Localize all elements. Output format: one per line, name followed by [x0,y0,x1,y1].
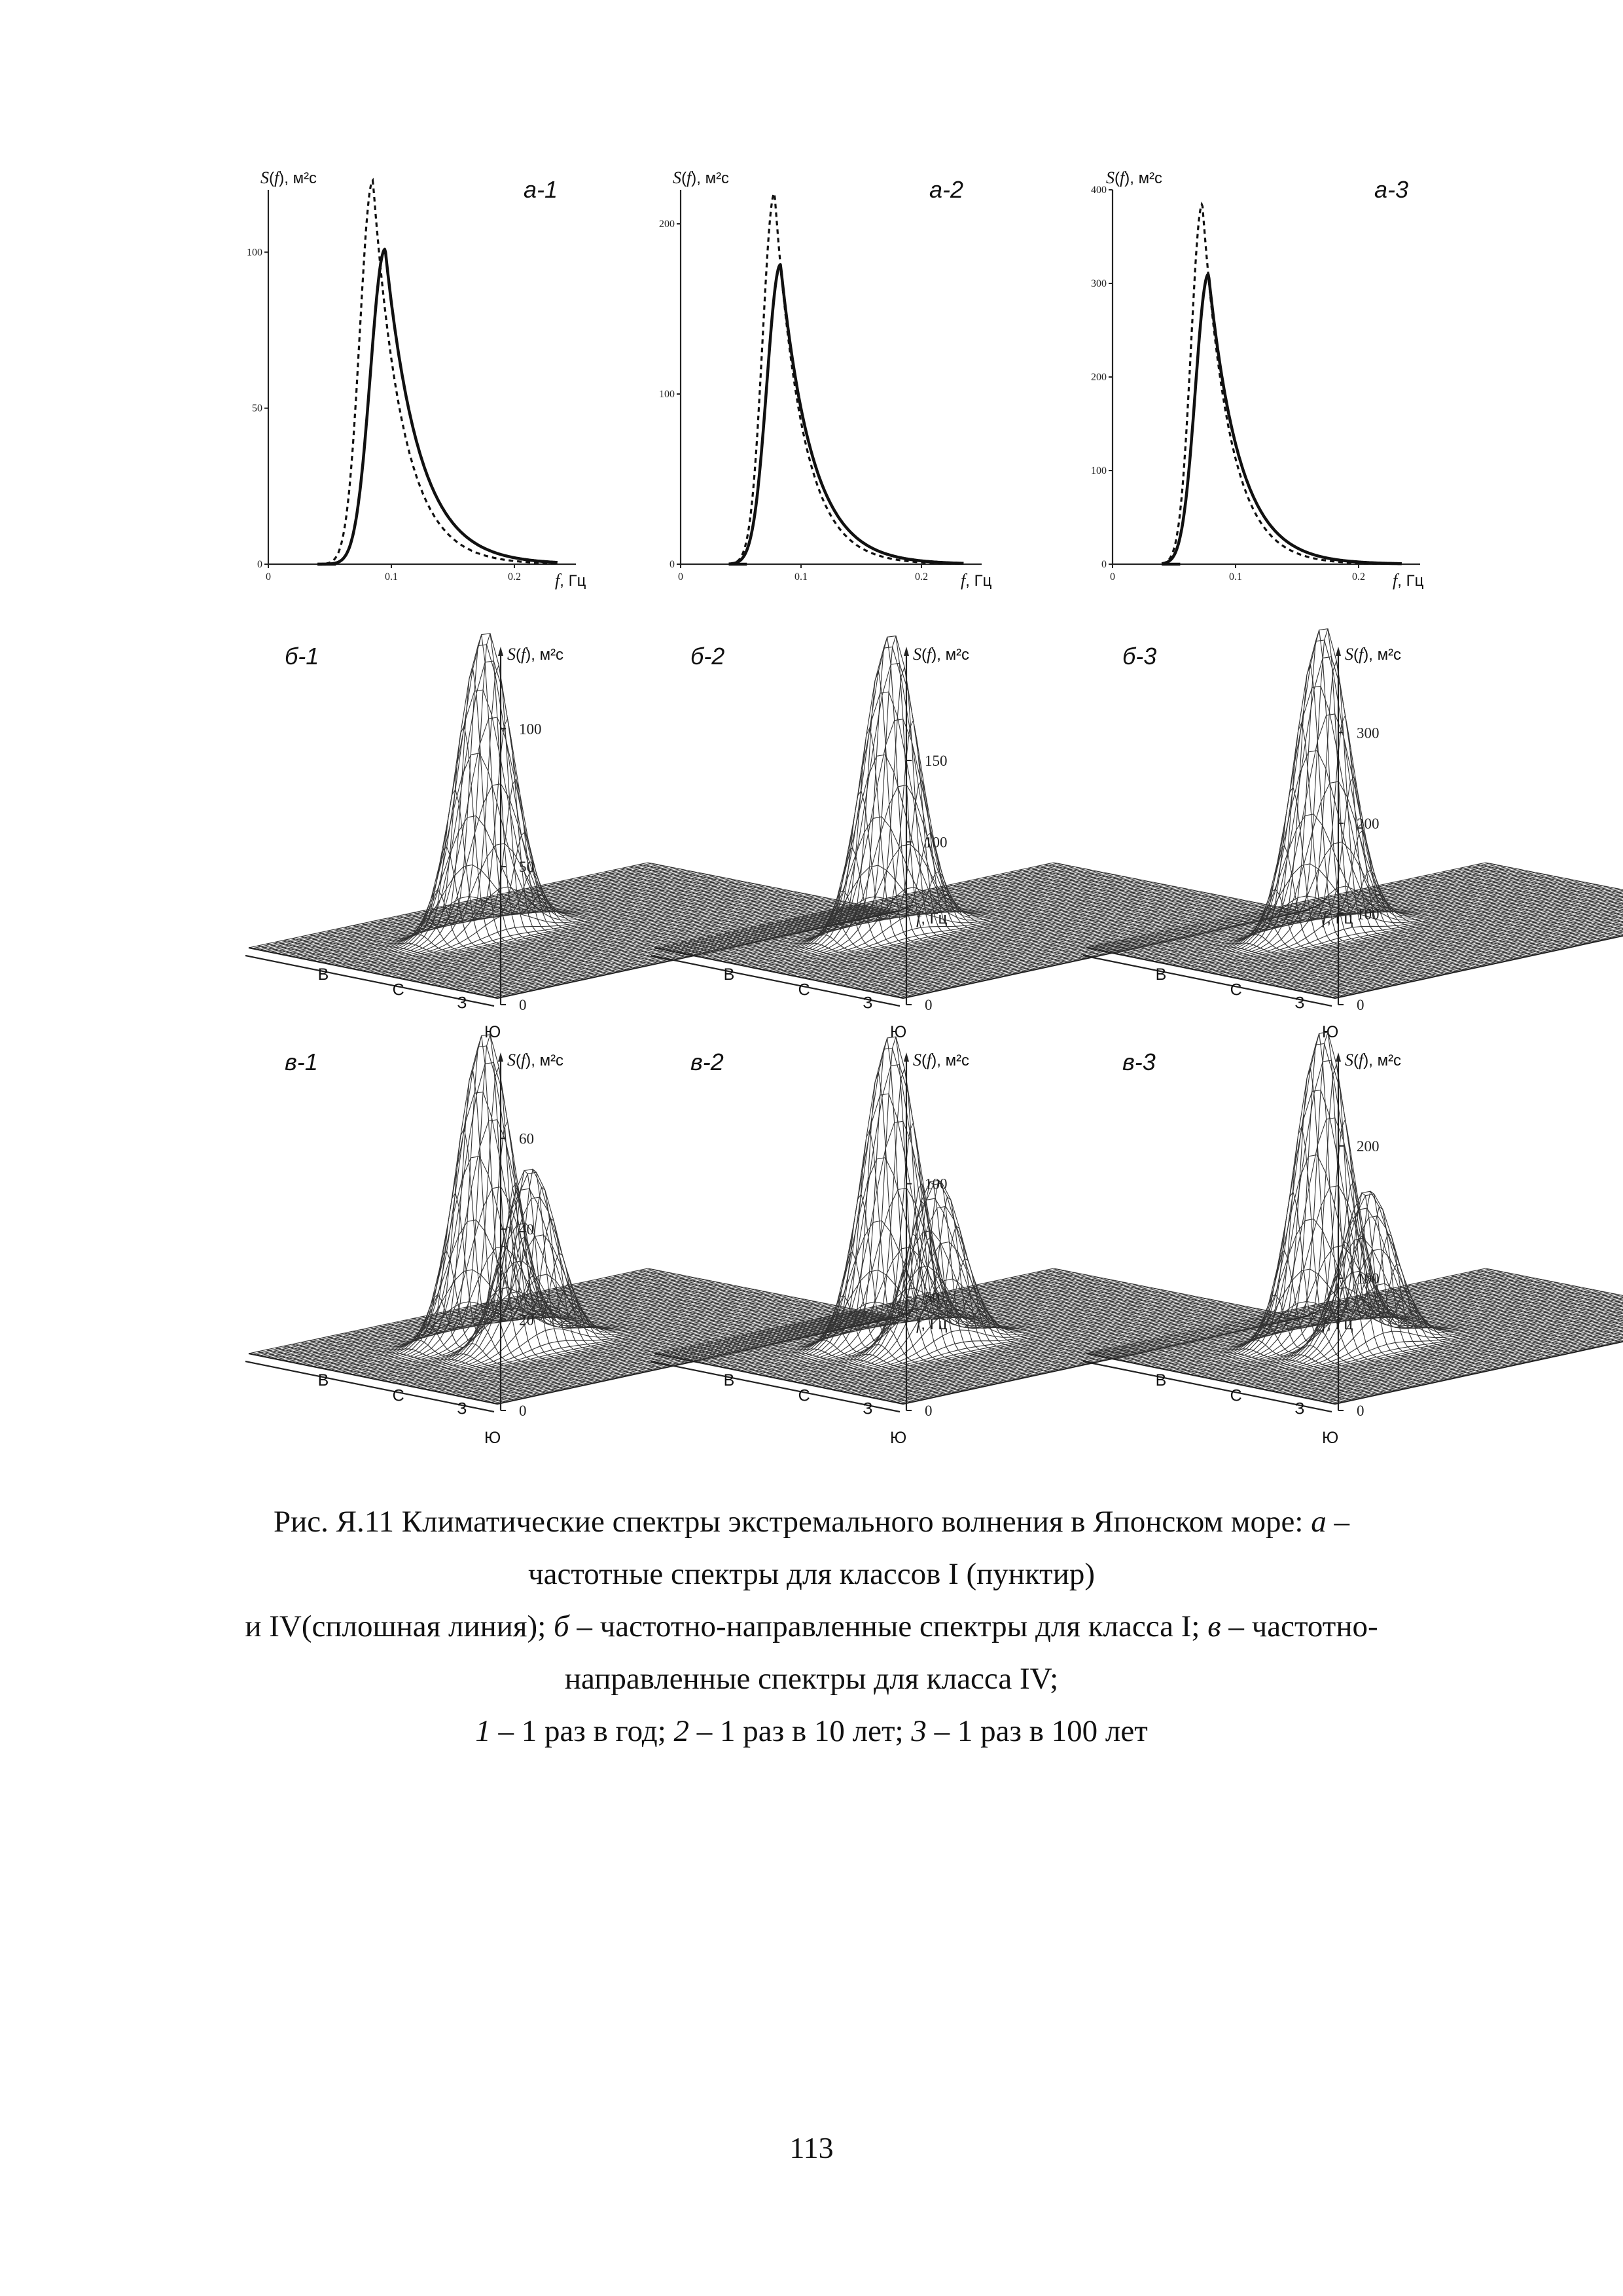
series-solid-line [1162,274,1402,564]
chart-a-2 [659,168,992,590]
z-axis-label: S(f), м²с [1345,1050,1402,1069]
x-tick-label: 0.2 [915,571,928,583]
chart-v-3 [1083,1032,1623,1447]
y-tick-label: 100 [1091,465,1107,476]
chart-v-1 [245,1035,948,1447]
mesh-line [270,867,669,952]
caption-num-2: 2 [673,1714,690,1748]
direction-label: Ю [484,1023,501,1041]
z-axis-label: S(f), м²с [507,645,564,664]
mesh-line [288,870,687,956]
direction-label: Ю [890,1023,907,1041]
direction-label: З [1294,994,1305,1013]
mesh-line [284,870,683,955]
y-tick-label: 100 [659,389,675,400]
z-tick-label: 0 [519,1403,527,1419]
panel-label: б-3 [1122,643,1157,670]
mesh-line [306,1280,705,1365]
x-tick-label: 0.2 [508,571,521,583]
direction-label: В [723,965,735,984]
z-tick-label: 100 [1357,1270,1380,1287]
x-tick-label: 0.1 [385,571,398,583]
caption-num-1: 1 [475,1714,491,1748]
panel-label: а-1 [524,176,558,203]
caption-line-2: частотные спектры для классов I (пунктир) [527,1557,1096,1591]
direction-label: С [1230,980,1242,999]
caption-text: – частотно-направленные спектры для класса I; [577,1609,1200,1643]
z-tick-label: 100 [925,834,948,851]
direction-label: В [1155,1371,1167,1390]
z-axis-arrow [498,647,503,656]
caption-label-v: в [1207,1609,1221,1643]
series-dotted-line [317,181,558,564]
panel-label: в-3 [1122,1049,1156,1075]
direction-label: С [392,980,404,999]
mesh-line [1200,885,1599,971]
panel-label: а-2 [929,176,964,203]
y-tick-label: 100 [247,247,262,259]
mesh-line [1214,888,1613,974]
z-tick-label: 50 [925,1289,940,1306]
direction-label: В [317,1371,329,1390]
z-tick-label: 100 [1357,906,1380,923]
mesh-line [291,871,690,956]
direction-label: С [392,1386,404,1405]
mesh-line [1193,884,1592,969]
direction-label: Ю [484,1429,501,1447]
y-tick-label: 200 [1091,372,1107,383]
caption-text: Рис. Я.11 Климатические спектры экстремального волнения в Японском море: [274,1505,1304,1539]
z-tick-label: 0 [1357,1403,1364,1419]
z-axis-arrow [1336,647,1341,656]
z-tick-label: 300 [1357,725,1380,742]
caption-line-5 [196,1705,1427,1757]
x-axis-label: f, Гц [555,571,586,590]
chart-a-3 [1091,168,1424,590]
direction-label: С [1230,1386,1242,1405]
y-tick-label: 50 [252,403,262,414]
y-tick-label: 400 [1091,185,1107,196]
caption-label-a: а [1311,1505,1327,1539]
z-axis-label: S(f), м²с [1345,645,1402,664]
mesh-line [274,1274,673,1359]
mesh-line [259,865,658,950]
mesh-line [1193,1289,1592,1375]
caption-num-3: 3 [911,1714,927,1748]
caption-label-b: б [554,1609,569,1643]
direction-label: В [1155,965,1167,984]
mesh-line [1129,1277,1528,1362]
z-axis-label: S(f), м²с [507,1050,564,1069]
x-tick-label: 0.1 [794,571,808,583]
x-tick-label: 0.1 [1229,571,1242,583]
freq-axis-label: f, Гц [916,1314,948,1333]
panel-label: б-1 [285,643,319,670]
mesh-line [249,863,648,948]
chart-a-1 [247,168,586,590]
mesh-line [1104,866,1503,951]
y-axis-label: S(f), м²с [260,168,317,187]
z-tick-label: 200 [1357,815,1380,832]
caption-text: – частотно- [1228,1609,1378,1643]
mesh-line [1118,869,1518,954]
z-axis-arrow [904,1052,909,1062]
z-tick-label: 50 [519,859,534,876]
direction-label: Ю [1322,1429,1339,1447]
surface-mesh [1086,629,1623,998]
panel-label: б-2 [690,643,725,670]
panel-label: в-2 [690,1049,724,1075]
mesh-line [284,1276,683,1361]
panel-label: а-3 [1374,176,1409,203]
direction-label: З [457,994,467,1013]
freq-axis-label: f, Гц [1322,1314,1353,1333]
mesh-line [266,866,666,951]
caption-line-4: направленные спектры для класса IV; [564,1662,1059,1696]
direction-label: З [457,1399,467,1418]
x-axis-label: f, Гц [961,571,992,590]
direction-label: З [863,994,873,1013]
y-tick-label: 0 [257,559,262,570]
z-tick-label: 0 [925,997,933,1013]
panel-label: в-1 [285,1049,318,1075]
z-tick-label: 150 [925,752,948,769]
mesh-line [1108,867,1507,952]
x-tick-label: 0.2 [1352,571,1365,583]
figure-caption [196,1496,1427,1757]
page-number: 113 [789,2131,834,2164]
mesh-line [270,1272,669,1357]
caption-text: и IV(сплошная линия); [245,1609,546,1643]
z-axis-arrow [498,1052,503,1062]
y-axis-label: S(f), м²с [1106,168,1163,187]
direction-label: В [723,1371,735,1390]
caption-line-3 [196,1600,1427,1653]
mesh-line [1090,1269,1489,1354]
mesh-line [1097,865,1496,950]
z-tick-label: 0 [925,1403,933,1419]
mesh-line [1104,1272,1503,1357]
z-axis-arrow [1336,1052,1341,1062]
mesh-line [306,874,705,960]
x-tick-label: 0 [678,571,683,583]
chart-b-3 [1083,629,1623,1041]
series-dotted-line [729,194,964,564]
z-tick-label: 0 [1357,997,1364,1013]
direction-label: С [798,980,810,999]
mesh-line [313,875,712,961]
x-tick-label: 0 [266,571,271,583]
mesh-line [1260,715,1508,960]
y-tick-label: 200 [659,219,675,230]
direction-label: С [798,1386,810,1405]
y-axis-label: S(f), м²с [673,168,730,187]
mesh-line [1122,1276,1521,1361]
z-axis-label: S(f), м²с [913,1050,970,1069]
mesh-line [274,868,673,953]
mesh-line [1111,868,1510,953]
caption-line-1 [196,1496,1427,1548]
mesh-line [1090,863,1489,948]
direction-label: З [863,1399,873,1418]
mesh-line [252,1269,651,1354]
caption-text: – 1 раз в год; [498,1714,666,1748]
mesh-line [1126,870,1525,956]
z-tick-label: 40 [519,1221,534,1238]
z-tick-label: 100 [925,1175,948,1193]
x-tick-label: 0 [1110,571,1115,583]
y-tick-label: 0 [669,559,675,570]
mesh-line [252,863,651,948]
z-tick-label: 200 [1357,1138,1380,1155]
z-axis-arrow [904,647,909,656]
freq-axis-label: f, Гц [1322,908,1353,927]
z-axis-label: S(f), м²с [913,645,970,664]
mesh-line [1218,889,1617,975]
direction-label: Ю [890,1429,907,1447]
surface-mesh [1086,1032,1623,1404]
series-solid-line [317,249,558,564]
caption-dash: – [1334,1505,1349,1539]
mesh-line [1204,886,1603,971]
z-tick-label: 20 [519,1312,534,1329]
z-tick-label: 100 [519,721,542,738]
mesh-line [281,1275,680,1360]
direction-label: Ю [1322,1023,1339,1041]
mesh-line [281,869,680,954]
freq-axis-label: f, Гц [916,908,948,927]
series-dotted-line [1162,204,1402,564]
x-axis-label: f, Гц [1393,571,1424,590]
mesh-line [1086,863,1486,948]
mesh-line [334,634,733,965]
caption-text: – 1 раз в 10 лет; [696,1714,904,1748]
y-tick-label: 0 [1101,559,1107,570]
z-tick-label: 0 [519,997,527,1013]
y-tick-label: 300 [1091,278,1107,289]
mesh-line [1122,870,1521,955]
direction-label: З [1294,1399,1305,1418]
z-tick-label: 60 [519,1130,534,1147]
mesh-line [1129,871,1528,956]
mesh-line [1200,1291,1599,1376]
mesh-line [1126,1276,1525,1361]
direction-label: В [317,965,329,984]
mesh-line [1221,889,1620,975]
caption-text: – 1 раз в 100 лет [934,1714,1148,1748]
